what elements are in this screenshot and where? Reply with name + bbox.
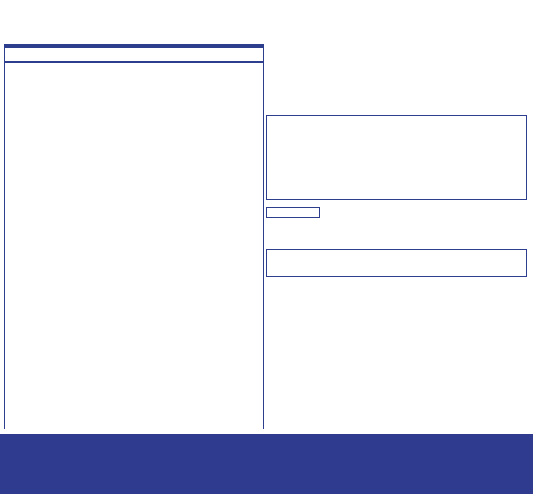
header-rule bbox=[4, 61, 263, 63]
table-right-border bbox=[263, 44, 264, 429]
table-top-rule bbox=[4, 44, 263, 48]
fda-disclaimer-box bbox=[266, 249, 527, 277]
chromemate-logo bbox=[266, 207, 320, 218]
other-nutrients-box bbox=[266, 115, 527, 200]
nutrient-table bbox=[4, 44, 264, 429]
footer-bar bbox=[0, 434, 533, 494]
table-left-border bbox=[4, 44, 5, 429]
right-panel bbox=[266, 115, 527, 275]
